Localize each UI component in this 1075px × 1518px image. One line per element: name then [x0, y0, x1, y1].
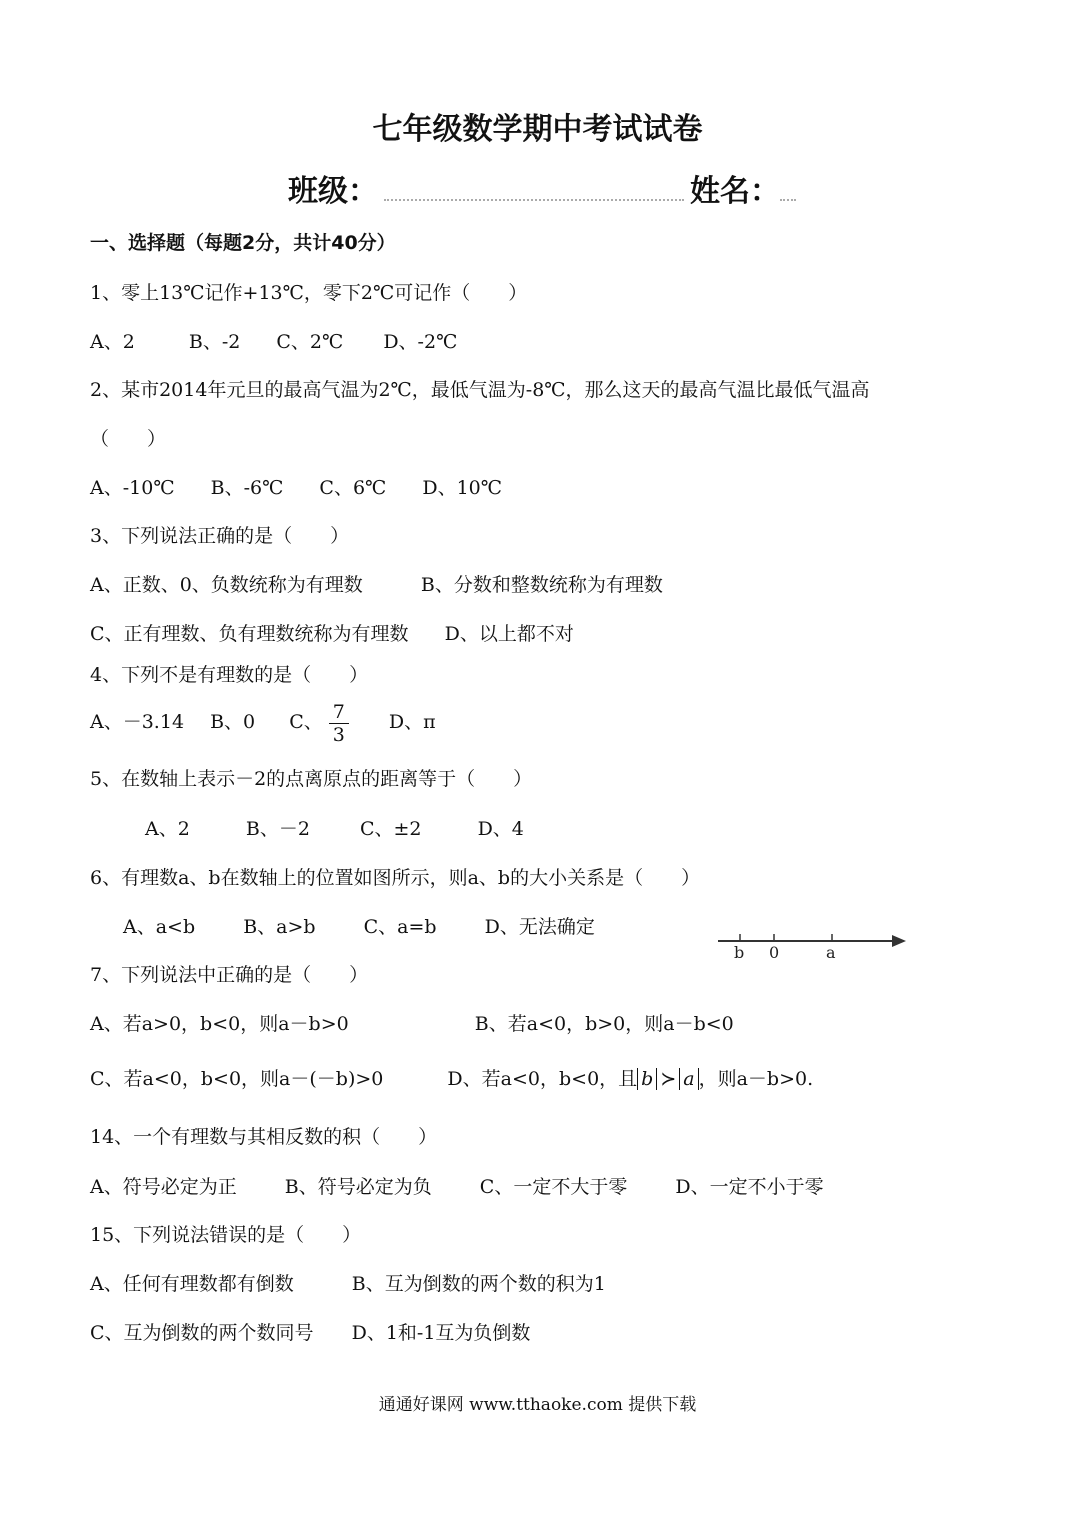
q5-option-b: B、－2	[245, 818, 310, 840]
page-title: 七年级数学期中考试试卷	[372, 112, 703, 147]
question-1-options	[90, 329, 457, 355]
q2-option-b: B、-6℃	[210, 477, 284, 499]
q1-option-b: B、-2	[188, 331, 241, 353]
q4-option-b: B、0	[210, 711, 256, 733]
question-7-stem: 7、下列说法中正确的是（ ）	[90, 964, 369, 986]
q3-option-a: A、正数、0、负数统称为有理数	[90, 574, 363, 596]
label-a: a	[826, 943, 836, 962]
fraction	[329, 701, 349, 746]
q6-option-d: D、无法确定	[484, 916, 595, 938]
q14-option-c: C、一定不大于零	[479, 1176, 628, 1198]
question-4-stem: 4、下列不是有理数的是（ ）	[90, 664, 369, 686]
question-15-options-row1	[90, 1271, 606, 1297]
fraction-numerator: 7	[329, 701, 349, 724]
footer-credit: 通通好课网 www.tthaoke.com 提供下载	[378, 1395, 697, 1415]
q15-option-c: C、互为倒数的两个数同号	[90, 1322, 314, 1344]
q4-option-d: D、π	[388, 711, 436, 733]
q14-option-b: B、符号必定为负	[284, 1176, 432, 1198]
q6-option-a: A、a<b	[123, 916, 196, 938]
abs-b: b	[637, 1068, 657, 1090]
student-info	[288, 166, 796, 210]
question-6-options	[123, 914, 595, 940]
q2-option-c: C、6℃	[319, 477, 387, 499]
q2-option-d: D、10℃	[422, 477, 503, 499]
q5-option-d: D、4	[477, 818, 524, 840]
question-3-stem: 3、下列说法正确的是（ ）	[90, 525, 350, 547]
number-line-arrow	[892, 935, 906, 947]
q15-option-d: D、1和-1互为负倒数	[351, 1322, 531, 1344]
q15-option-b: B、互为倒数的两个数的积为1	[351, 1273, 606, 1295]
q7-option-a: A、若a>0，b<0，则a－b>0	[90, 1013, 349, 1035]
q14-option-a: A、符号必定为正	[90, 1176, 237, 1198]
q7-option-d-suffix: ，则a－b>0.	[698, 1068, 814, 1090]
q4-option-c-prefix: C、	[289, 711, 323, 733]
question-3-options-row2	[90, 621, 574, 647]
question-2-stem: 2、某市2014年元旦的最高气温为2℃，最低气温为-8℃，那么这天的最高气温比最低气温高	[90, 379, 870, 401]
class-label: 班级：	[288, 174, 378, 209]
q1-option-d: D、-2℃	[383, 331, 458, 353]
q4-option-a: A、－3.14	[90, 711, 185, 733]
question-2-options	[90, 475, 502, 501]
question-2-paren: （ ）	[90, 428, 167, 450]
q15-option-a: A、任何有理数都有倒数	[90, 1273, 294, 1295]
q7-option-d-prefix: D、若a<0，b<0，且	[447, 1068, 638, 1090]
number-line-figure	[716, 928, 908, 964]
question-14-stem: 14、一个有理数与其相反数的积（ ）	[90, 1126, 438, 1148]
name-blank[interactable]	[780, 177, 796, 201]
question-15-options-row2	[90, 1320, 530, 1346]
label-zero: 0	[769, 943, 780, 962]
question-6-stem: 6、有理数a、b在数轴上的位置如图所示，则a、b的大小关系是（ ）	[90, 867, 701, 889]
name-label: 姓名：	[690, 174, 780, 209]
question-7-options-row2	[90, 1066, 813, 1092]
q5-option-c: C、±2	[359, 818, 422, 840]
q3-option-d: D、以上都不对	[444, 623, 574, 645]
label-b: b	[734, 943, 745, 962]
q7-option-b: B、若a<0，b>0，则a－b<0	[474, 1013, 734, 1035]
q7-option-d	[447, 1066, 813, 1092]
q5-option-a: A、2	[145, 818, 190, 840]
q6-option-b: B、a>b	[243, 916, 316, 938]
question-1-stem: 1、零上13℃记作+13℃，零下2℃可记作（ ）	[90, 282, 528, 304]
q3-option-b: B、分数和整数统称为有理数	[420, 574, 663, 596]
succ-symbol: ≻	[660, 1068, 677, 1090]
question-5-stem: 5、在数轴上表示－2的点离原点的距离等于（ ）	[90, 768, 533, 790]
q1-option-c: C、2℃	[276, 331, 344, 353]
question-5-options	[145, 816, 524, 842]
fraction-denominator: 3	[332, 723, 345, 746]
question-7-options-row1	[90, 1011, 734, 1037]
question-15-stem: 15、下列说法错误的是（ ）	[90, 1224, 362, 1246]
q7-option-c: C、若a<0，b<0，则a－(－b)>0	[90, 1068, 384, 1090]
abs-a: a	[679, 1068, 698, 1090]
q3-option-c: C、正有理数、负有理数统称为有理数	[90, 623, 409, 645]
q2-option-a: A、-10℃	[90, 477, 175, 499]
q4-option-c	[289, 696, 355, 748]
question-4-options	[90, 696, 436, 748]
class-blank[interactable]	[384, 177, 684, 201]
q1-option-a: A、2	[90, 331, 135, 353]
q6-option-c: C、a=b	[363, 916, 437, 938]
question-3-options-row1	[90, 572, 663, 598]
question-14-options	[90, 1174, 824, 1200]
q14-option-d: D、一定不小于零	[675, 1176, 824, 1198]
section-heading: 一、选择题（每题2分，共计40分）	[90, 232, 396, 254]
